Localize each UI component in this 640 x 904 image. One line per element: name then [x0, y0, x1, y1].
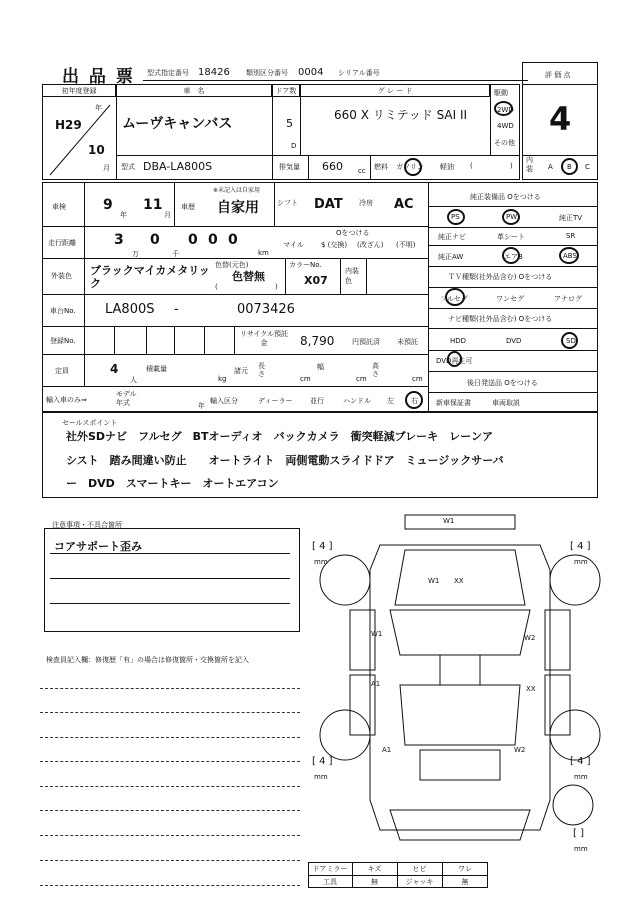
interior-color-label: 内装色	[345, 267, 359, 285]
load-label: 積載量	[146, 365, 167, 373]
opt-airbag: エアB	[504, 253, 523, 261]
shaken-year: 9	[103, 197, 113, 213]
swap-opt-3: (不明)	[396, 241, 416, 249]
tire-fl: [ 4 ]	[312, 541, 333, 552]
recycle-paid: 円預託済	[352, 338, 380, 346]
interior-b-circle	[561, 158, 578, 175]
recycle-amount: 8,790	[300, 334, 335, 348]
notes-title: 注意事項・不具合箇所	[52, 521, 122, 529]
navi-dvd: DVD	[506, 337, 522, 345]
mark-right-rear: W2	[514, 746, 526, 754]
handle-right: 右	[411, 397, 418, 405]
opt-abs-circle	[559, 247, 579, 264]
height-label: 高さ	[372, 362, 379, 378]
mileage-d0: 3	[114, 232, 124, 248]
tire-rl-unit: mm	[314, 773, 328, 781]
reg-slash	[42, 97, 116, 180]
disp-label: 排気量	[279, 163, 300, 171]
era-year: H29	[55, 118, 82, 132]
paren-close: )	[510, 162, 513, 170]
navi-title: ナビ種類(社外品含む) Oをつける	[448, 315, 553, 323]
katashiki-label: 型式	[121, 163, 135, 171]
swap-opt-1: $ (交換)	[321, 241, 348, 249]
chassis-model: LA800S	[105, 302, 155, 317]
mileage-label: 走行距離	[48, 239, 76, 247]
bt-v3: 無	[461, 877, 469, 886]
repaint-paren-close: )	[275, 283, 278, 291]
score-label: 評 価 点	[545, 71, 571, 79]
opt-pw-circle	[502, 209, 520, 225]
bt-v2: ジャッキ	[405, 877, 434, 886]
interior-a: A	[548, 163, 553, 171]
notes-text: コアサポート歪み	[54, 540, 142, 553]
bt-h3: ワレ	[458, 864, 472, 873]
katashiki: DBA-LA800S	[143, 160, 213, 173]
mark-hood-2: XX	[454, 577, 464, 585]
mile-label: マイル	[283, 241, 304, 249]
serial-label: シリアル番号	[338, 69, 380, 77]
grade-label: グ レ ー ド	[300, 84, 490, 97]
kg-unit: kg	[218, 375, 227, 383]
fuel-gasoline: ガソリン	[396, 163, 424, 171]
fuel-label: 燃料	[374, 163, 388, 171]
bt-h2: ヒビ	[412, 864, 427, 873]
dim-label: 諸元	[234, 367, 248, 375]
tire-rl: [ 4 ]	[312, 756, 333, 767]
handle-label: ハンドル	[343, 397, 371, 405]
import-kind-label: 輸入区分	[210, 397, 238, 405]
class-label: 類別区分番号	[246, 69, 288, 77]
cc-unit: cc	[358, 167, 366, 175]
length-label: 長さ	[258, 362, 265, 378]
class-number: 0004	[298, 67, 324, 78]
width-cm: cm	[356, 375, 367, 383]
history-note: ※未記入は自家用	[213, 187, 261, 194]
opt-abs: ABS	[563, 252, 577, 260]
mark-left-front: W1	[371, 630, 383, 638]
capacity: 4	[110, 362, 119, 376]
navi-sd-circle	[561, 332, 578, 349]
tv-fullseg: フルセグ	[440, 295, 468, 303]
swap-opt-2: (改ざん)	[357, 241, 384, 249]
navi-sd: SD	[566, 337, 576, 345]
tv-title: ＴＶ種類(社外品含む) Oをつける	[448, 273, 553, 281]
fuel-gas-circle	[404, 158, 422, 176]
capacity-unit: 人	[130, 376, 137, 384]
ac: AC	[394, 197, 414, 212]
reg-label: 初年度登録	[42, 84, 116, 97]
opt-ps: PS	[451, 213, 460, 221]
drive-2wd: 2WD	[497, 106, 514, 114]
mark-left-rear: A1	[382, 746, 392, 754]
later-warranty: 新車保証書	[436, 399, 471, 407]
model-year-label: モデル年式	[116, 390, 137, 407]
recycle-label: リサイクル預託金	[239, 330, 289, 347]
sales-line-3: ー DVD スマートキー オートエアコン	[66, 477, 279, 490]
dvd-play: DVD再生可	[436, 357, 473, 365]
name-label: 車 名	[116, 84, 272, 97]
shaken-month: 11	[143, 197, 163, 213]
colorno-label: カラーNo.	[289, 261, 322, 269]
capacity-label: 定員	[55, 367, 69, 375]
tv-analog: アナログ	[554, 295, 582, 303]
grade: 660 X リミテッド SAI II	[334, 108, 468, 122]
shaken-year-unit: 年	[120, 211, 127, 219]
month-unit: 月	[103, 164, 110, 172]
bt-v1: 無	[371, 877, 378, 886]
drive-label: 駆動	[494, 89, 508, 97]
mark-right-mid: XX	[526, 685, 536, 693]
tv-oneseg: ワンセグ	[496, 295, 524, 303]
tv-fullseg-circle	[445, 288, 465, 306]
chassis-label: 車台No.	[50, 307, 76, 315]
repaint: 色替無	[232, 270, 265, 283]
shift-label: シフト	[277, 199, 298, 207]
year-unit: 年	[95, 104, 102, 112]
mark-hood-1: W1	[428, 577, 440, 585]
mileage-d3: 0	[208, 232, 218, 248]
interior-c: C	[585, 163, 590, 171]
later-manual: 車両取説	[492, 399, 520, 407]
color-label: 外装色	[51, 272, 72, 280]
history: 自家用	[217, 200, 259, 216]
km-unit: km	[258, 249, 269, 257]
height-cm: cm	[412, 375, 423, 383]
sales-line-1: 社外SDナビ フルセグ BTオーディオ バックカメラ 衝突軽減ブレーキ レーンア	[66, 430, 493, 443]
reg-month: 10	[88, 143, 105, 157]
repaint-paren-open: (	[215, 283, 218, 291]
length-cm: cm	[300, 375, 311, 383]
options-title: 純正装備品 Oをつける	[470, 193, 541, 201]
width-label: 幅	[317, 363, 324, 371]
opt-sr: SR	[566, 232, 576, 240]
navi-hdd: HDD	[450, 337, 467, 345]
car-name: ムーヴキャンバス	[122, 116, 233, 132]
drive-2wd-circle	[494, 101, 513, 116]
displacement: 660	[322, 160, 343, 173]
mark-left-mid: A1	[371, 680, 381, 688]
door-label: ドア数	[272, 84, 300, 97]
inspector-note: 検査員記入欄：修復歴「有」の場合は修復箇所・交換箇所を記入	[46, 656, 249, 664]
opt-navi: 純正ナビ	[438, 233, 466, 241]
handle-left: 左	[387, 397, 394, 405]
recycle-unpaid: 未預託	[397, 338, 418, 346]
bt-h1: キズ	[367, 864, 382, 873]
import-parallel: 並行	[310, 397, 324, 405]
mileage-d1: 0	[150, 232, 160, 248]
sales-title: セールスポイント	[62, 419, 118, 427]
bt-v0: 工具	[323, 877, 337, 886]
repaint-label: 色替(元色)	[215, 261, 249, 269]
door-d: D	[291, 142, 297, 150]
tire-fr-unit: mm	[574, 558, 588, 566]
bt-h0: ドアミラー	[312, 864, 348, 873]
exterior-color: ブラックマイカメタリック	[90, 264, 210, 290]
opt-tv: 純正TV	[559, 214, 583, 222]
shaken-label: 車検	[52, 203, 66, 211]
type-label: 型式指定番号	[147, 69, 189, 77]
chassis-dash: -	[174, 302, 179, 317]
drive-4wd: 4WD	[497, 122, 514, 130]
ac-label: 冷房	[359, 199, 373, 207]
swap-note: Oをつける	[336, 229, 370, 237]
opt-airbag-circle	[502, 247, 520, 264]
later-title: 後日発送品 Oをつける	[467, 379, 538, 387]
door-count: 5	[286, 117, 293, 130]
tire-spare-unit: mm	[574, 845, 588, 853]
history-label: 車歴	[181, 203, 195, 211]
mileage-d4: 0	[228, 232, 238, 248]
chassis-number: 0073426	[237, 302, 295, 317]
color-number: X07	[304, 274, 328, 287]
sales-line-2: シスト 踏み間違い防止 オートライト 両側電動スライドドア ミュージックサーバ	[66, 454, 504, 467]
opt-leather: 革シート	[497, 233, 525, 241]
fuel-diesel: 軽油	[440, 163, 454, 171]
dvd-play-circle	[447, 351, 462, 367]
sen-unit: 千	[172, 250, 179, 258]
paren-open: (	[470, 162, 473, 170]
tire-fl-unit: mm	[314, 558, 328, 566]
interior-b: B	[567, 163, 572, 171]
opt-pw: PW	[506, 213, 518, 221]
shaken-month-unit: 月	[164, 211, 171, 219]
interior-label: 内装	[526, 156, 533, 173]
model-year-unit: 年	[198, 402, 205, 410]
import-label: 輸入車のみ⇒	[46, 396, 87, 404]
opt-aw: 純正AW	[438, 253, 464, 261]
tire-rr-unit: mm	[574, 773, 588, 781]
tire-rr: [ 4 ]	[570, 756, 591, 767]
opt-ps-circle	[447, 209, 465, 225]
mark-right-front: W2	[524, 634, 536, 642]
form-title: 出 品 票	[62, 67, 135, 87]
car-diagram	[310, 510, 610, 860]
tire-spare: [ ]	[573, 828, 584, 839]
import-dealer: ディーラー	[258, 397, 293, 405]
mark-front: W1	[443, 517, 455, 525]
man-unit: 万	[132, 250, 139, 258]
drive-other: その他	[494, 139, 515, 147]
mileage-d2: 0	[188, 232, 198, 248]
shift: DAT	[314, 197, 343, 212]
type-number: 18426	[198, 67, 230, 78]
handle-right-circle	[405, 391, 423, 409]
tire-fr: [ 4 ]	[570, 541, 591, 552]
score-value: 4	[549, 100, 572, 138]
reg-no-label: 登録No.	[50, 337, 76, 345]
